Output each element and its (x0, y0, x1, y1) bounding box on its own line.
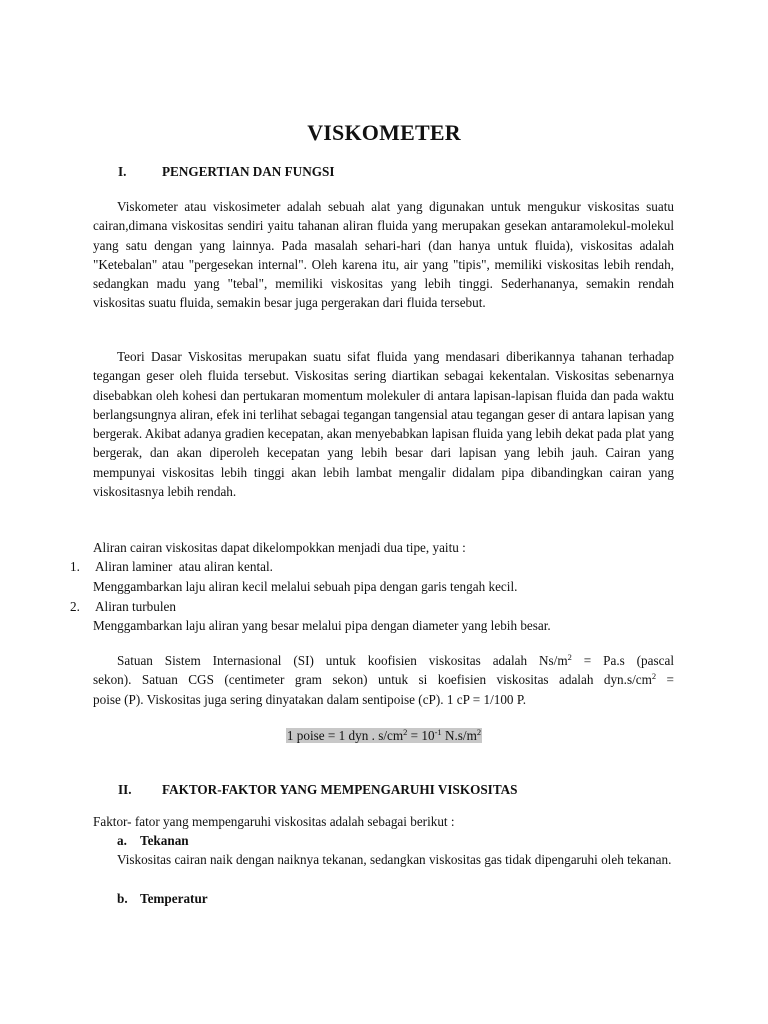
section-1-title: PENGERTIAN DAN FUNGSI (162, 164, 335, 179)
list-item-number: 1. (70, 559, 80, 574)
factor-letter: a. (117, 833, 127, 848)
formula-highlight: 1 poise = 1 dyn . $s/cm^2 = 10^{-1}$ $N.s/m^2$ (286, 727, 482, 743)
list-item-number: 2. (70, 599, 80, 614)
section-2-number: II. (118, 782, 132, 797)
section-1-number: I. (118, 164, 127, 179)
document-title: VISKOMETER (307, 120, 461, 145)
factor-description-text: Viskositas cairan naik dengan naiknya tekanan, sedangkan viskositas gas tidak dipengaruhi oleh tekanan. (117, 852, 672, 867)
factor-description (93, 850, 674, 869)
section-2-heading (118, 780, 678, 800)
section-2-title: FAKTOR-FAKTOR YANG MEMPENGARUHI VISKOSITAS (162, 782, 518, 797)
paragraph-definition (93, 197, 674, 313)
factor-letter: b. (117, 891, 128, 906)
units-line-1: Satuan Sistem Internasional (SI) untuk koofisien viskositas adalah $Ns/m^2 = Pa.s$ (pascal (117, 652, 674, 668)
paragraph-units (93, 651, 674, 709)
paragraph-definition-text: Viskometer atau viskosimeter adalah sebuah alat yang digunakan untuk mengukur viskositas suatu cairan,dimana viskositas sendiri yaitu tahanan aliran fluida yang merupakan gesekan antaramolekul-molekul yang satu dengan yang lainnya. Pada masalah sehari-hari (dan hanya untuk fluida), viskositas adalah "Ketebalan" atau "pergesekan internal". Oleh karena itu, air yang "tipis", memiliki viskositas lebih rendah, sedangkan madu yang "tebal", memiliki viskositas yang lebih tinggi. Sederhananya, semakin rendah viskositas suatu fluida, semakin besar juga pergerakan dari fluida tersebut. (93, 199, 674, 311)
factors-intro: Faktor- fator yang mempengaruhi viskositas adalah sebagai berikut : (93, 814, 455, 829)
section-1-heading (118, 162, 518, 182)
factor-label-pressure: Tekanan (140, 833, 189, 848)
factor-label-temperature: Temperatur (140, 891, 208, 906)
flow-types-intro: Aliran cairan viskositas dapat dikelompokkan menjadi dua tipe, yaitu : (93, 540, 466, 555)
list-item-label: Aliran turbulen (95, 599, 176, 614)
list-item-description: Menggambarkan laju aliran yang besar melalui pipa dengan diameter yang lebih besar. (93, 618, 551, 633)
units-line-2: sekon). Satuan CGS (centimeter gram sekon) untuk si koefisien viskositas adalah $dyn.s/cm^2$ = (93, 671, 674, 688)
units-line-3: poise (P). Viskositas juga sering dinyatakan dalam sentipoise (cP). 1 cP = 1/100 P. (93, 691, 526, 707)
paragraph-theory-text: Teori Dasar Viskositas merupakan suatu sifat fluida yang mendasari diberikannya tahanan terhadap tegangan geser oleh fluida tersebut. Viskositas sering diartikan sebagai kekentalan. Viskositas sebenarnya disebabkan oleh kohesi dan pertukaran momentum molekuler di antara lapisan-lapisan fluida dan pada waktu berlangsungnya aliran, efek ini terlihat sebagai tegangan tangensial atau tegangan geser di antara lapisan yang bergerak. Akibat adanya gradien kecepatan, akan menyebabkan lapisan fluida yang lebih dekat pada plat yang bergerak, dan akan diperoleh kecepatan yang lebih besar dari lapisan yang lebih jauh. Cairan yang mempunyai viskositas lebih tinggi akan lebih lambat mengalir didalam pipa dibandingkan cairan yang viskositasnya lebih rendah. (93, 349, 674, 500)
formula-block (0, 726, 768, 745)
list-item-description: Menggambarkan laju aliran kecil melalui sebuah pipa dengan garis tengah kecil. (93, 579, 518, 594)
paragraph-theory (93, 347, 674, 501)
list-item-label: Aliran laminer atau aliran kental. (95, 559, 273, 574)
